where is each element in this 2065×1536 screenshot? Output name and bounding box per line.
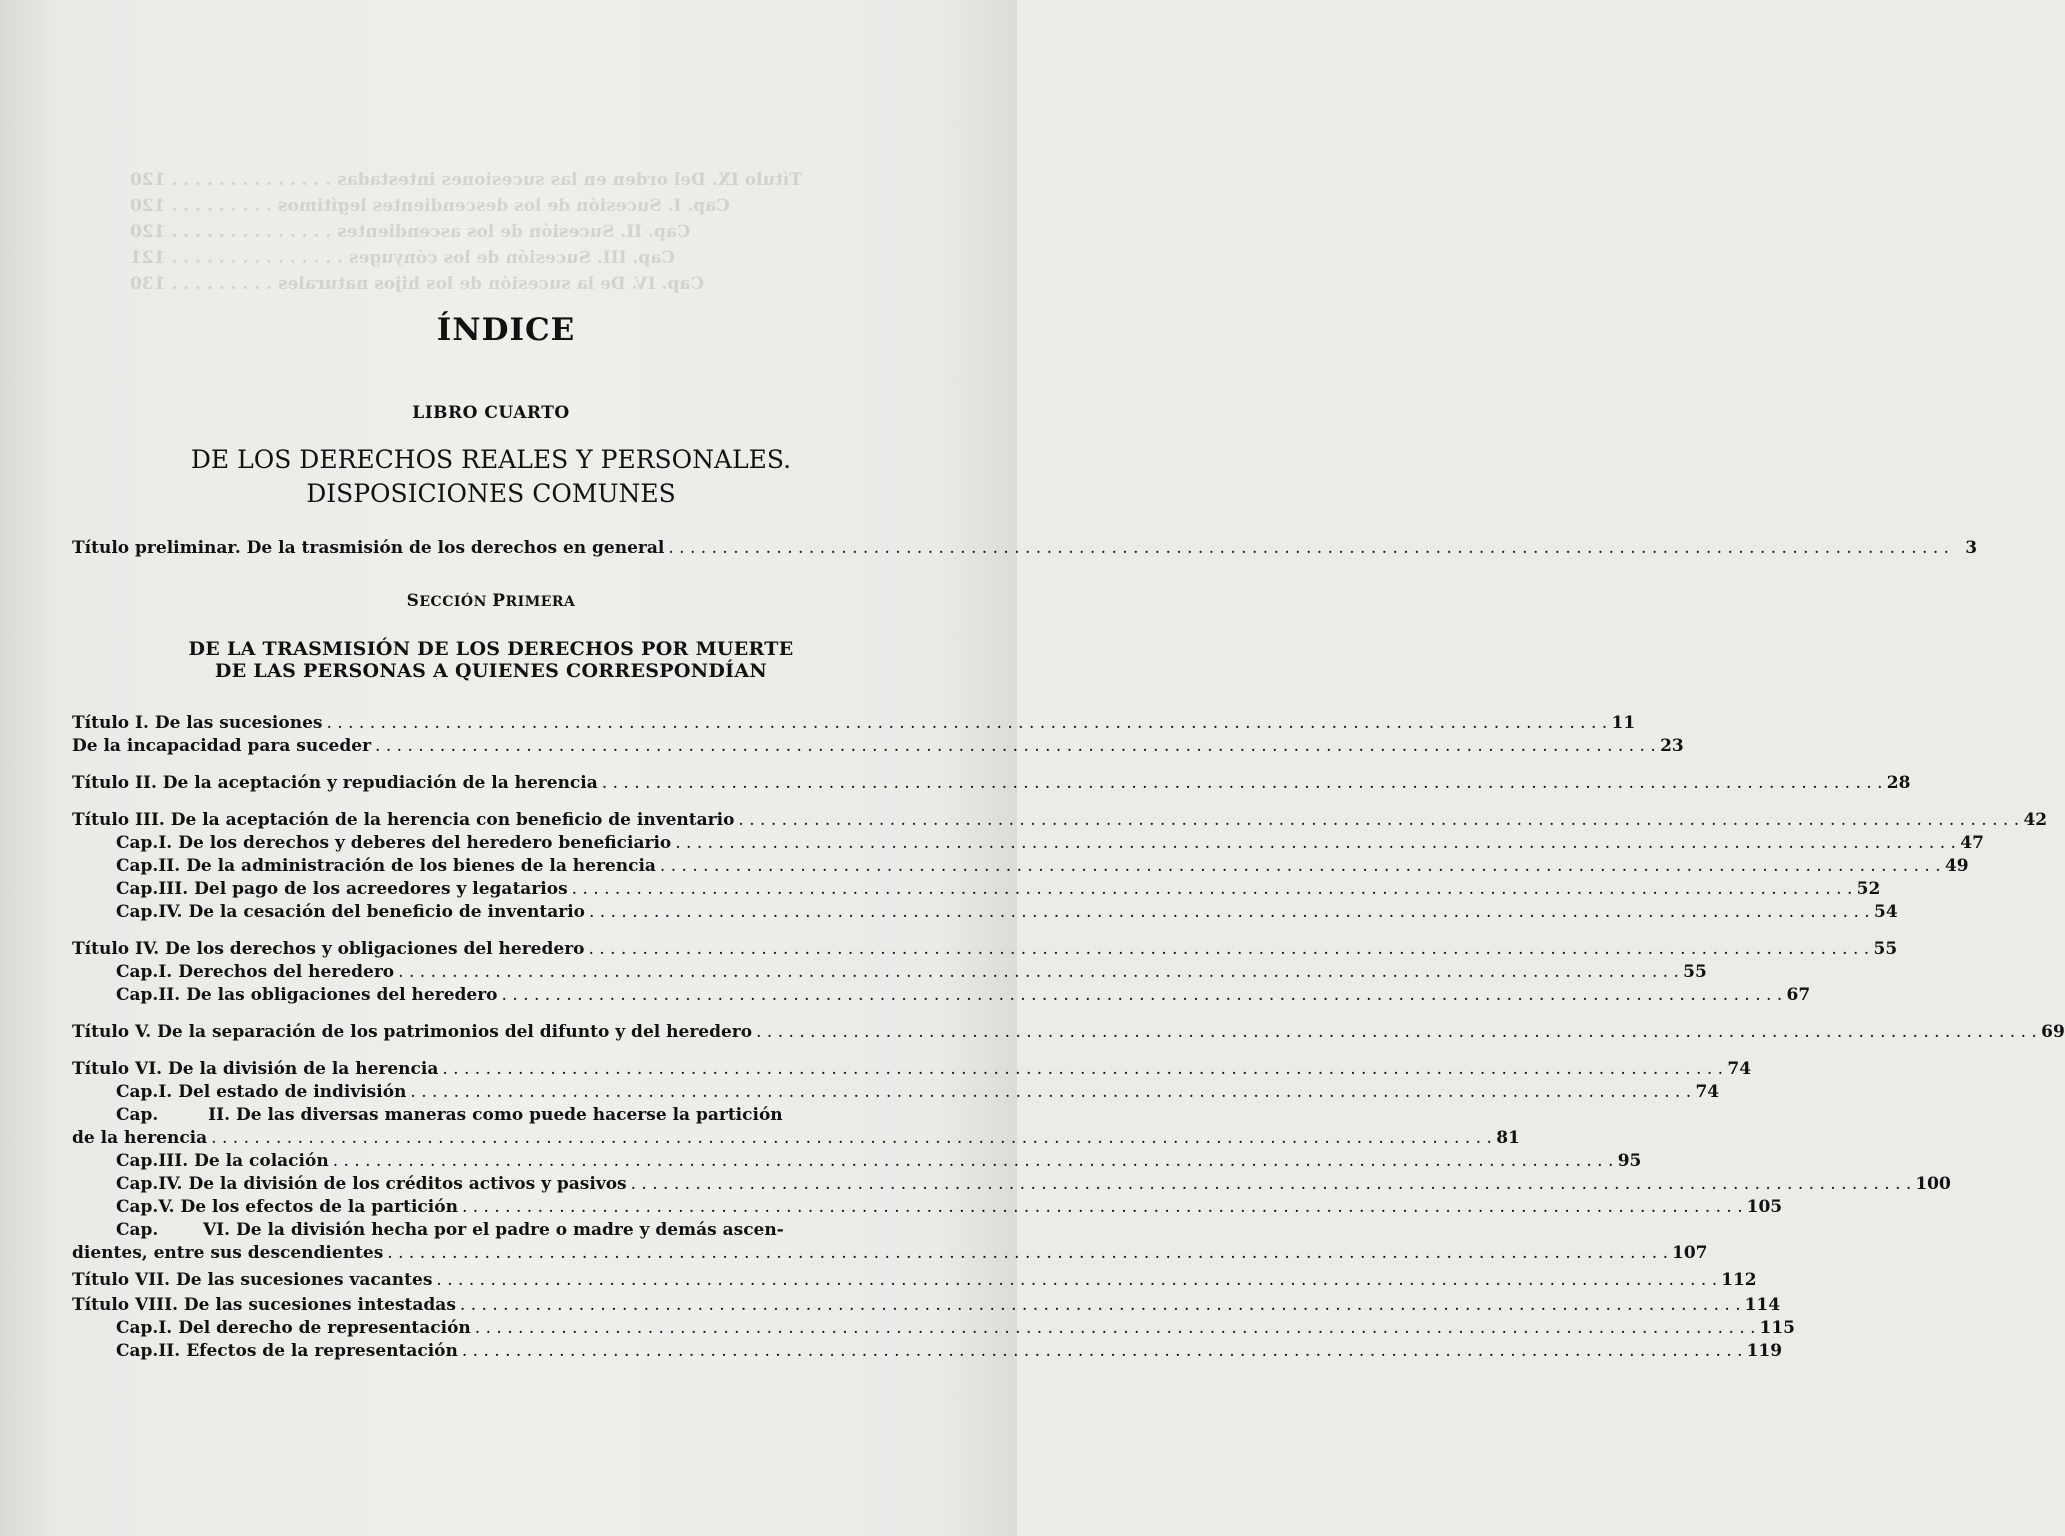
page-number: 47 [1960,833,1984,853]
dot-leader [589,938,1870,961]
page-number: 28 [1886,773,1911,793]
chapter-number: II. [208,1105,230,1125]
page-title: ÍNDICE [436,312,576,348]
chapter-prefix: Cap. [116,1174,159,1194]
toc-chapter[interactable] [72,855,1969,878]
toc-entry-label: De la administración de los bienes de la herencia [186,856,656,876]
page-number: 55 [1683,962,1707,982]
chapter-number: III. [158,1151,189,1171]
chapter-prefix: Cap. [116,1197,159,1217]
toc-entry-label: Título III. De la aceptación de la herencia con beneficio de inventario [72,810,735,830]
chapter-prefix: Cap. [116,833,159,853]
section-label: SECCIÓN PRIMERA [406,591,576,611]
toc-chapter-continuation[interactable] [72,1127,1520,1150]
chapter-number: II. [158,1341,181,1361]
toc-chapter[interactable] [72,1173,1951,1196]
chapter-number: III. [158,879,189,899]
toc-chapter[interactable] [72,832,1984,855]
toc-entry[interactable] [72,938,1898,961]
toc-entry-label: De la división hecha por el padre o madre y demás ascen- [236,1220,784,1240]
bleed-through-text: Cap. IV. De la sucesión de los hijos naturales . . . . . . . . . 130 [130,274,704,294]
toc-entry-label: De la incapacidad para suceder [72,736,372,756]
dot-leader [572,878,1853,901]
toc-entry-label: Del derecho de representación [178,1318,471,1338]
page-number: 49 [1944,856,1969,876]
bleed-through-text: Título IX. Del orden en las sucesiones intestadas . . . . . . . . . . . . . . 120 [130,170,802,190]
chapter-number: II. [158,856,181,876]
toc-entry-label: De las obligaciones del heredero [186,985,498,1005]
toc-entry-label: Efectos de la representación [186,1341,458,1361]
chapter-prefix: Cap. [116,1151,159,1171]
toc-chapter[interactable] [72,1104,910,1127]
toc-entry-label: Del estado de indivisión [178,1082,407,1102]
toc-entry-label: Título IV. De los derechos y obligaciones del heredero [72,939,585,959]
chapter-prefix: Cap. [116,1318,159,1338]
chapter-prefix: Cap. [116,1220,159,1240]
dot-leader [475,1317,1756,1340]
toc-entry[interactable] [72,1021,2065,1044]
section-title-line-1: DE LA TRASMISIÓN DE LOS DERECHOS POR MUERTE [188,638,794,660]
toc-entry-label: De la división de los créditos activos y pasivos [188,1174,627,1194]
dot-leader [589,901,1870,924]
chapter-number: IV. [158,902,183,922]
toc-entry[interactable] [72,537,1978,560]
dot-leader [631,1173,1912,1196]
chapter-prefix: Cap. [116,985,159,1005]
toc-entry-label: De los derechos y deberes del heredero beneficiario [178,833,672,853]
page-number: 67 [1786,985,1811,1005]
toc-chapter[interactable] [72,1196,1783,1219]
toc-entry-label: De los efectos de la partición [180,1197,458,1217]
toc-entry[interactable] [72,735,1684,758]
toc-entry-label: Título VIII. De las sucesiones intestadas [72,1295,456,1315]
page-number: 95 [1617,1151,1642,1171]
page-number: 112 [1721,1270,1757,1290]
toc-chapter[interactable] [72,1081,1720,1104]
toc-chapter-continuation[interactable] [72,1242,1708,1265]
dot-leader [462,1340,1743,1363]
page-number: 114 [1744,1295,1781,1315]
dot-leader [333,1150,1614,1173]
dot-leader [462,1196,1743,1219]
toc-chapter[interactable] [72,1150,1642,1173]
toc-entry[interactable] [72,712,1636,735]
dot-leader [375,735,1656,758]
page-number: 74 [1695,1082,1720,1102]
chapter-prefix: Cap. [116,856,159,876]
page-number: 11 [1611,713,1636,733]
page-number: 69 [2041,1022,2065,1042]
chapter-prefix: Cap. [116,902,159,922]
chapter-prefix: Cap. [116,1341,159,1361]
chapter-number: I. [158,1318,173,1338]
page-number: 105 [1746,1197,1783,1217]
page-number: 100 [1915,1174,1951,1194]
toc-entry-label: de la herencia [72,1128,208,1148]
bleed-through-text: Cap. I. Sucesión de los descendientes legítimos . . . . . . . . . 120 [130,196,730,216]
page-number: 107 [1672,1243,1708,1263]
chapter-prefix: Cap. [116,879,159,899]
page-number: 55 [1873,939,1898,959]
toc-entry[interactable] [72,1058,1752,1081]
dot-leader [756,1021,2037,1044]
chapter-number: I. [158,1082,173,1102]
page-number: 115 [1759,1318,1795,1338]
chapter-number: I. [158,962,173,982]
page-number: 42 [2023,810,2048,830]
dot-leader [326,712,1607,735]
toc-entry-label: Derechos del heredero [178,962,395,982]
dot-leader [211,1127,1492,1150]
book-heading-line-2: DISPOSICIONES COMUNES [306,479,676,508]
page-number: 52 [1856,879,1881,899]
page-number: 74 [1727,1059,1752,1079]
dot-leader [738,809,2019,832]
chapter-number: IV. [158,1174,183,1194]
dot-leader [398,961,1679,984]
toc-chapter[interactable] [72,878,1881,901]
chapter-prefix: Cap. [116,1105,159,1125]
book-heading-line-1: DE LOS DERECHOS REALES Y PERSONALES. [190,445,792,474]
page-number: 3 [1965,538,1978,558]
toc-entry-label: De las diversas maneras como puede hacerse la partición [236,1105,783,1125]
chapter-number: V. [158,1197,175,1217]
dot-leader [675,832,1956,855]
dot-leader [602,772,1883,795]
page-number: 54 [1874,902,1898,922]
dot-leader [442,1058,1723,1081]
toc-entry-label: Del pago de los acreedores y legatarios [194,879,568,899]
section-title-line-2: DE LAS PERSONAS A QUIENES CORRESPONDÍAN [214,660,768,682]
chapter-prefix: Cap. [116,962,159,982]
page-number: 81 [1496,1128,1520,1148]
toc-chapter[interactable] [72,961,1707,984]
dot-leader [436,1269,1717,1292]
bleed-through-text: Cap. II. Sucesión de los ascendientes . . . . . . . . . . . . . . 120 [130,222,691,242]
dot-leader [668,537,1949,560]
book-label: LIBRO CUARTO [412,403,570,423]
toc-entry[interactable] [72,809,2048,832]
chapter-number: II. [158,985,181,1005]
toc-entry[interactable] [72,1269,1757,1292]
toc-entry-label: De la colación [194,1151,329,1171]
toc-entry[interactable] [72,772,1911,795]
chapter-prefix: Cap. [116,1082,159,1102]
dot-leader [460,1294,1741,1317]
chapter-number: I. [158,833,173,853]
toc-chapter[interactable] [72,901,1898,924]
section-title [72,638,910,682]
chapter-number: VI. [202,1220,230,1240]
toc-chapter[interactable] [72,1340,1783,1363]
toc-entry-label: Título VII. De las sucesiones vacantes [72,1270,433,1290]
page-number: 23 [1660,736,1684,756]
toc-entry-label: Título VI. De la división de la herencia [72,1059,439,1079]
toc-chapter[interactable] [72,1317,1795,1340]
index-content [72,312,2065,1363]
dot-leader [660,855,1941,878]
dot-leader [387,1242,1668,1265]
toc-entry-label: De la cesación del beneficio de inventario [188,902,585,922]
bleed-through-text: Cap. III. Sucesión de los cónyuges . . . . . . . . . . . . . . . 121 [130,248,675,268]
page-number: 119 [1746,1341,1783,1361]
toc-entry-label: Título I. De las sucesiones [72,713,323,733]
toc-entry-label: Título II. De la aceptación y repudiación de la herencia [72,773,598,793]
toc-chapter[interactable] [72,984,1811,1007]
toc-chapter[interactable] [72,1219,910,1242]
toc-entry-label: Título V. De la separación de los patrimonios del difunto y del heredero [72,1022,753,1042]
dot-leader [410,1081,1691,1104]
toc-entry[interactable] [72,1294,1781,1317]
toc-entry-label: dientes, entre sus descendientes [72,1243,384,1263]
dot-leader [502,984,1783,1007]
toc-entry-label: Título preliminar. De la trasmisión de los derechos en general [72,538,665,558]
